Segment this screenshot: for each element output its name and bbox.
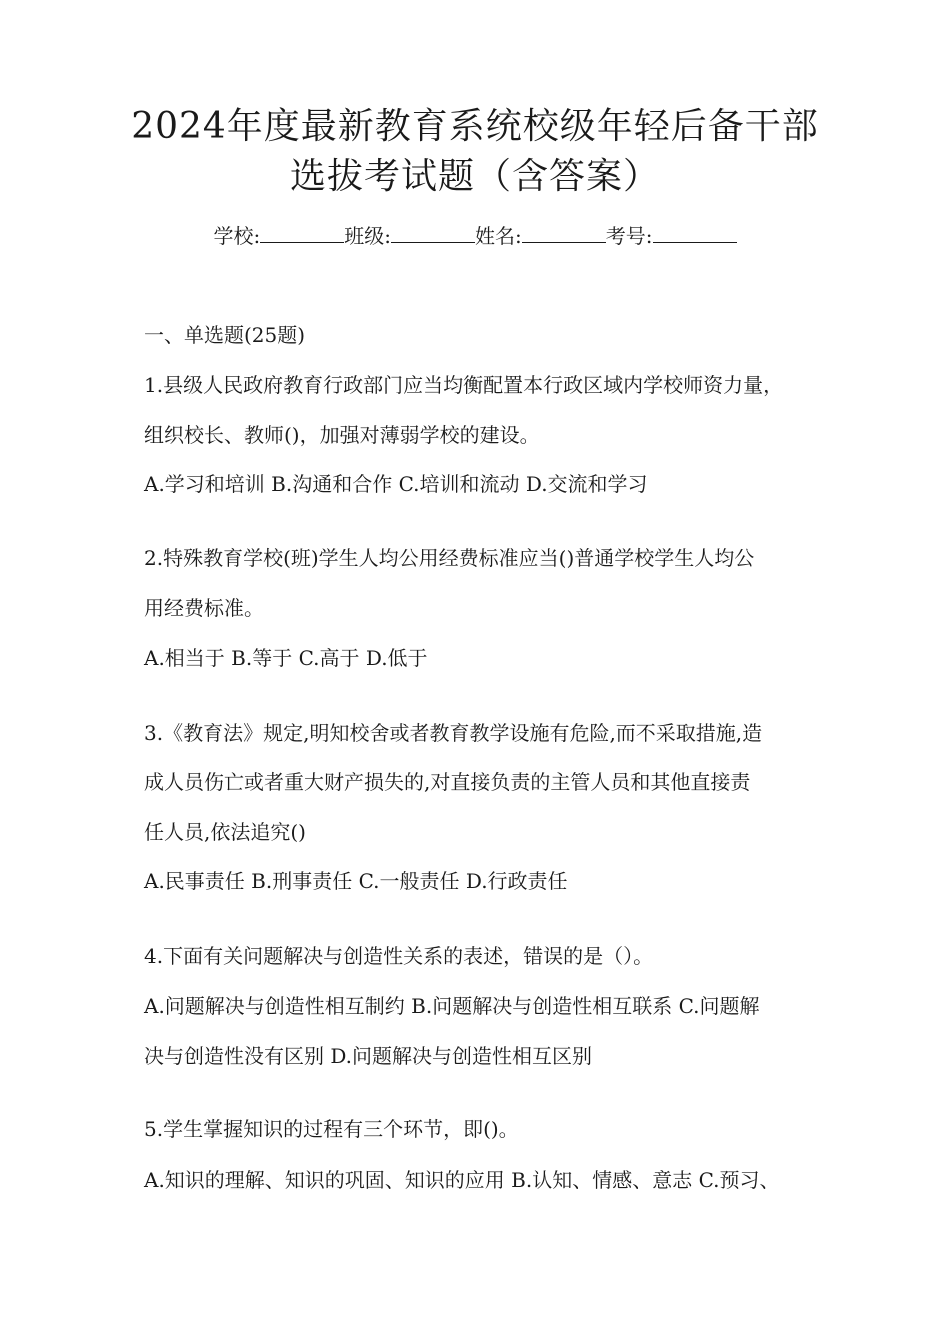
exam-number-field	[606, 222, 737, 250]
name-label: 姓名:	[475, 224, 522, 248]
student-info-row	[0, 222, 950, 250]
question-1-stem-line-1: 1.县级人民政府教育行政部门应当均衡配置本行政区域内学校师资力量，	[144, 373, 784, 397]
question-3-stem-line-1: 3.《教育法》规定,明知校舍或者教育教学设施有危险,而不采取措施,造	[144, 721, 763, 745]
question-2-stem-line-1: 2.特殊教育学校(班)学生人均公用经费标准应当()普通学校学生人均公	[144, 546, 755, 570]
question-3-stem-line-2: 成人员伤亡或者重大财产损失的,对直接负责的主管人员和其他直接责	[144, 770, 751, 794]
question-5-stem-line-1: 5.学生掌握知识的过程有三个环节，即()。	[144, 1117, 519, 1141]
exam-title-line-2: 选拔考试题（含答案）	[289, 156, 660, 197]
class-blank	[391, 222, 475, 243]
school-field	[214, 222, 345, 250]
exam-number-label: 考号:	[605, 224, 653, 248]
question-4-options-line-1: A.问题解决与创造性相互制约 B.问题解决与创造性相互联系 C.问题解	[144, 994, 760, 1018]
name-field	[475, 222, 606, 250]
class-field	[344, 222, 475, 250]
question-5-options-line-1: A.知识的理解、知识的巩固、知识的应用 B.认知、情感、意志 C.预习、	[144, 1168, 780, 1192]
question-4-stem-line-1: 4.下面有关问题解决与创造性关系的表述，错误的是（）。	[144, 944, 654, 968]
question-3-stem-line-3: 任人员,依法追究()	[144, 820, 306, 844]
question-2-options: A.相当于 B.等于 C.高于 D.低于	[144, 646, 428, 670]
question-1-options: A.学习和培训 B.沟通和合作 C.培训和流动 D.交流和学习	[144, 472, 648, 496]
question-3-options: A.民事责任 B.刑事责任 C.一般责任 D.行政责任	[144, 869, 568, 893]
question-1-stem-line-2: 组织校长、教师()，加强对薄弱学校的建设。	[144, 423, 540, 447]
name-blank	[522, 222, 606, 243]
question-2-stem-line-2: 用经费标准。	[144, 596, 264, 620]
school-label: 学校:	[213, 224, 261, 248]
exam-number-blank	[653, 222, 737, 243]
school-blank	[260, 222, 344, 243]
class-label: 班级:	[344, 224, 391, 248]
question-4-options-line-2: 决与创造性没有区别 D.问题解决与创造性相互区别	[144, 1044, 593, 1068]
section-heading: 一、单选题(25题)	[144, 323, 306, 347]
exam-title-line-1: 2024年度最新教育系统校级年轻后备干部	[131, 106, 819, 147]
